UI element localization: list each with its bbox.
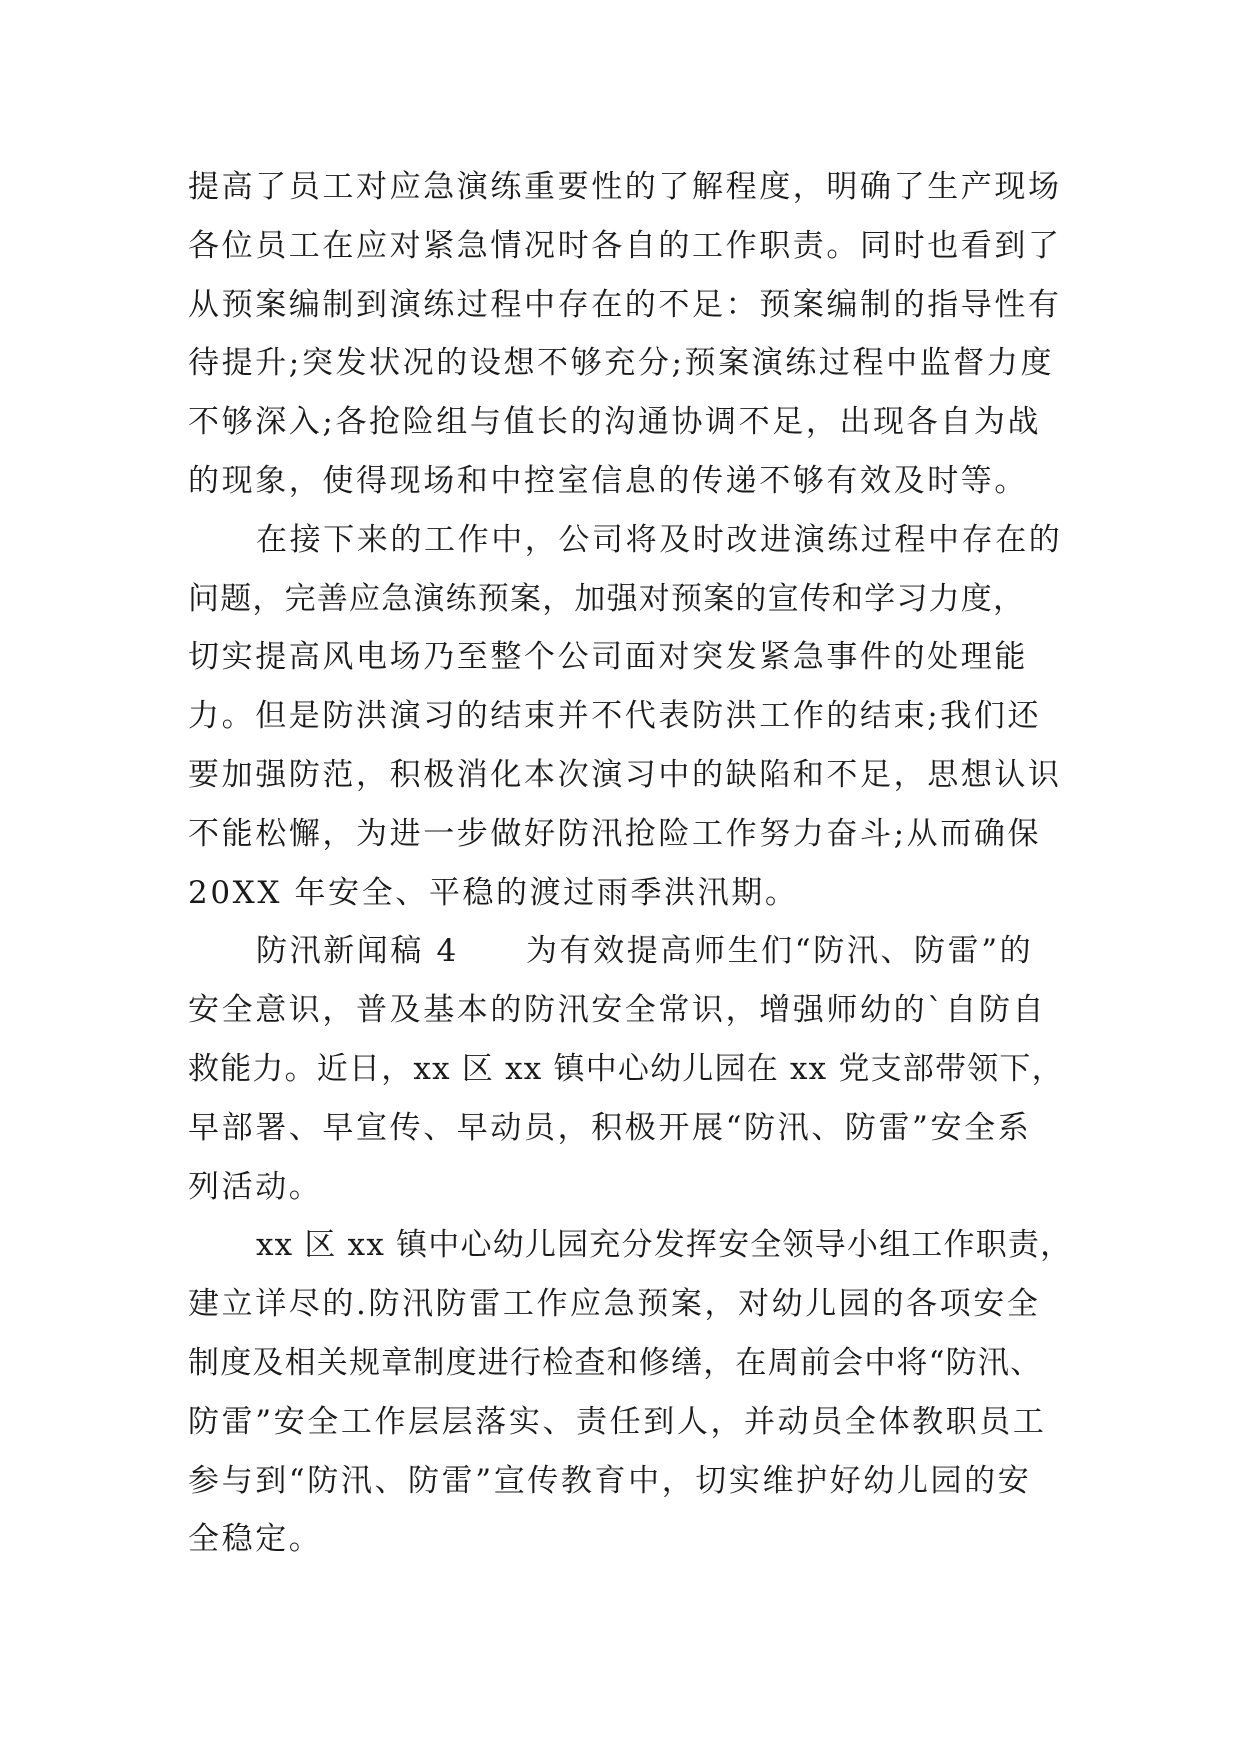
text-line: 全稳定。	[188, 1521, 323, 1558]
text-line: 要加强防范，积极消化本次演习中的缺陷和不足，思想认识	[188, 756, 1062, 793]
paragraph-first-line: 防汛新闻稿 4 为有效提高师生们“防汛、防雷”的	[256, 933, 1034, 970]
paragraph-first-line: xx 区 xx 镇中心幼儿园充分发挥安全领导小组工作职责，	[256, 1227, 1073, 1264]
text-line: 提高了员工对应急演练重要性的了解程度，明确了生产现场	[188, 169, 1062, 205]
text-line: 不够深入;各抢险组与值长的沟通协调不足，出现各自为战	[188, 404, 1042, 441]
document-body	[188, 158, 1073, 1569]
text-line: 制度及相关规章制度进行检查和修缮，在周前会中将“防汛、	[188, 1344, 1043, 1381]
text-line: 救能力。近日，xx 区 xx 镇中心幼儿园在 xx 党支部带领下，	[188, 1050, 1064, 1087]
text-line: 建立详尽的.防汛防雷工作应急预案，对幼儿园的各项安全	[188, 1286, 1041, 1323]
text-line: 的现象，使得现场和中控室信息的传递不够有效及时等。	[188, 462, 1028, 499]
text-line: 安全意识，普及基本的防汛安全常识，增强师幼的`自防自	[188, 992, 1047, 1029]
text-line: 早部署、早宣传、早动员，积极开展“防汛、防雷”安全系	[188, 1109, 1032, 1146]
text-line: 不能松懈，为进一步做好防汛抢险工作努力奋斗;从而确保	[188, 815, 1042, 852]
text-line: 力。但是防洪演习的结束并不代表防洪工作的结束;我们还	[188, 698, 1042, 735]
text-line: 20XX 年安全、平稳的渡过雨季洪汛期。	[188, 874, 799, 911]
text-line: 待提升;突发状况的设想不够充分;预案演练过程中监督力度	[188, 345, 1055, 382]
text-line: 从预案编制到演练过程中存在的不足：预案编制的指导性有	[188, 286, 1062, 323]
paragraph-first-line: 在接下来的工作中，公司将及时改进演练过程中存在的	[256, 521, 1063, 558]
text-line: 切实提高风电场乃至整个公司面对突发紧急事件的处理能	[188, 639, 1028, 676]
text-line: 防雷”安全工作层层落实、责任到人，并动员全体教职员工	[188, 1403, 1047, 1440]
text-line: 各位员工在应对紧急情况时各自的工作职责。同时也看到了	[188, 227, 1062, 264]
text-line: 参与到“防汛、防雷”宣传教育中，切实维护好幼儿园的安	[188, 1462, 1032, 1499]
text-line: 列活动。	[188, 1168, 323, 1205]
text-line: 问题，完善应急演练预案，加强对预案的宣传和学习力度，	[188, 580, 1026, 617]
